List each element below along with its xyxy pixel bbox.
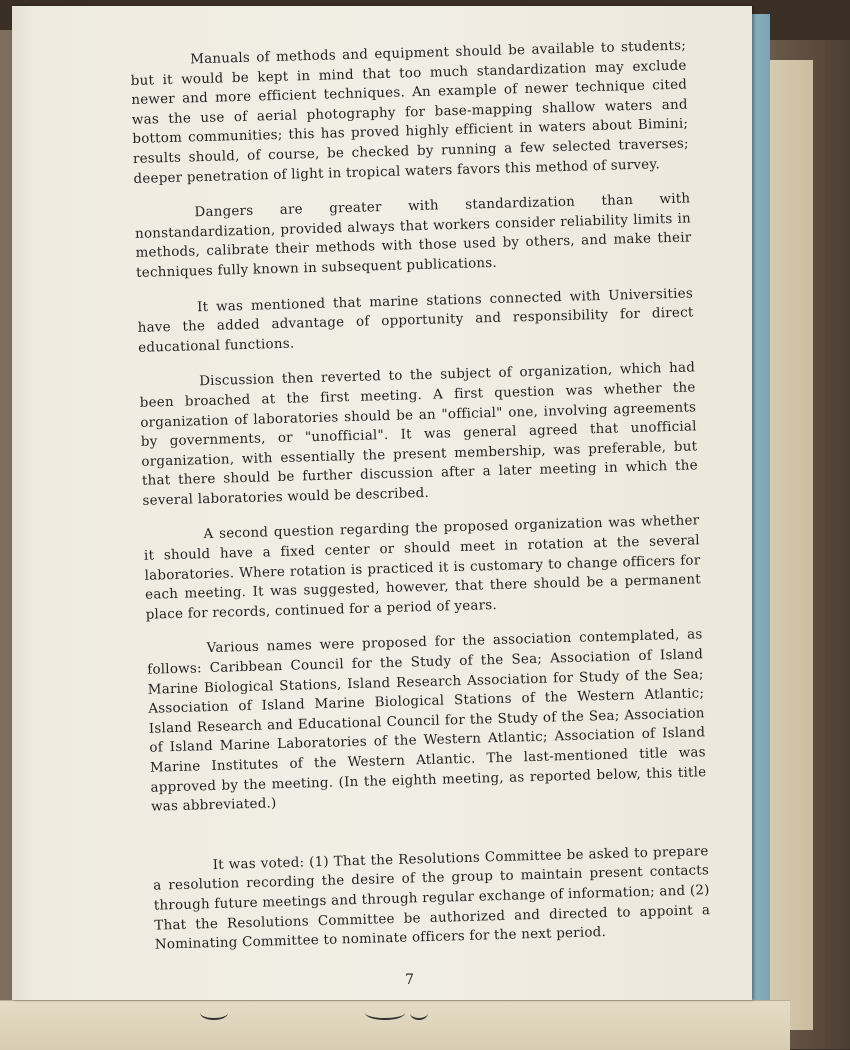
- bleed-through-mark: [365, 1006, 405, 1020]
- paragraph-vote: It was voted: (1) That the Resolutions Committee be asked to prepare a resolution recording the desire of the group to maintain present contacts through future meetings and through regular exchange of information; and (2) That the Resolutions Committee be authorized and directed to appoint a Nominating Committee to nominate officers for the next period.: [153, 843, 711, 953]
- paragraph-rotation: A second question regarding the proposed organization was whether it should have a fixed center or should meet in rotation at the several laboratories. Where rotation is practiced it is customary to change officers for each meeting. It was suggested, however, that there should be a permanent place for records, continued for a period of years.: [143, 513, 702, 623]
- binding-edge: [0, 30, 12, 1020]
- paragraph-universities: It was mentioned that marine stations connected with Universities have the added advantage of opportunity and responsibility for direct educational functions.: [137, 285, 694, 356]
- body-text: [130, 36, 711, 971]
- paragraph-names: Various names were proposed for the association contemplated, as follows: Caribbean Council for the Study of the Sea; Association of Island Marine Biological Stations, Island Research Association for Study of the Sea; Association of Island Marine Biological Stations of the Western Atlantic; Island Research and Educational Council for the Study of the Sea; Association of Island Marine Laboratories of the Western Atlantic; Association of Island Marine Institutes of the Western Atlantic. The last-mentioned title was approved by the meeting. (In the eighth meeting, as reported below, this title was abbreviated.): [147, 627, 707, 815]
- paragraph-organization: Discussion then reverted to the subject of organization, which had been broached at the first meeting. A first question was whether the organization of laboratories should be an "official" one, involving agreements by governments, or "unofficial". It was general agreed that unofficial organization, with essentially the present membership, was preferable, but that there should be further discussion after a later meeting in which the several laboratories would be described.: [139, 360, 698, 509]
- paragraph-manuals: Manuals of methods and equipment should be available to students; but it would be kept in mind that too much standardization may exclude newer and more efficient techniques. An example of newer technique cited was the use of aerial photography for base-mapping shallow waters and bottom communities; this has proved highly efficient in waters about Bimini; results should, of course, be checked by running a few selected traverses; deeper penetration of light in tropical waters favors this method of survey.: [130, 38, 689, 187]
- paragraph-standardization: Dangers are greater with standardization than with nonstandardization, provided always that workers consider reliability limits in methods, calibrate their methods with those used by others, and make their techniques fully known in subsequent publications.: [134, 191, 692, 281]
- document-page: [12, 6, 752, 1000]
- bleed-through-mark: [200, 1006, 228, 1020]
- bleed-through-mark: [410, 1006, 428, 1020]
- page-number: 7: [405, 972, 414, 988]
